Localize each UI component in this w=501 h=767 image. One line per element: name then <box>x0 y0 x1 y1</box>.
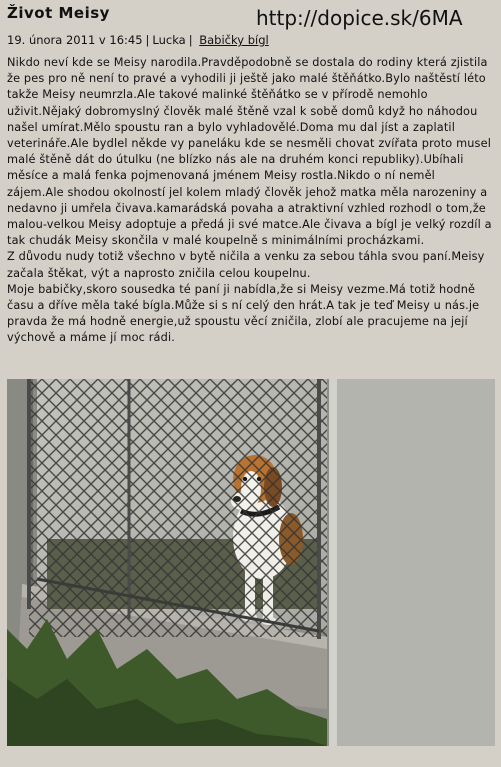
dog-photo <box>7 379 495 746</box>
category-link[interactable]: Babičky bígl <box>199 33 269 47</box>
post-author: Lucka <box>152 33 186 47</box>
article-body <box>7 55 495 347</box>
meta-separator: | <box>188 33 193 47</box>
post-meta <box>7 33 269 47</box>
post-header <box>0 0 501 52</box>
url-watermark: http://dopice.sk/6MA <box>256 6 463 30</box>
article-paragraph: Moje babičky,skoro sousedka té paní ji nabídla,že si Meisy vezme.Má totiž hodně času a dříve měla také bígla.Může si s ní celý den hrát.A tak je teď Meisy u nás.je pravda že má hodně energie,už spoustu věcí zničila, zlobí ale pracujeme na její výchově a máme jí moc rádi. <box>7 282 480 345</box>
concrete-pillar <box>329 379 495 746</box>
article-paragraph: Nikdo neví kde se Meisy narodila.Pravděpodobně se dostala do rodiny která zjistila že pes pro ně není to pravé a vyhodili ji ještě jako malé štěňátko.Bylo naštěstí léto takže Meisy neumrzla.Ale takové malinké štěňátko se v přírodě nemohlo uživit.Nějaký dobromyslný člověk malé štěně vzal k sobě domů když ho náhodou našel umírat.Mělo spoustu ran a bylo vyhladovělé.Doma mu dal jíst a zaplatil veterináře.Ale bydlel někde vy paneláku kde se nesměli chovat zvířata proto musel malé štěně dát do útulku (ne blízko nás ale na druhém konci republiky).Ubíhali měsíce a malá fenka pojmenovaná jménem Meisy rostla.Nikdo o ní neměl zájem.Ale shodou okolností jel kolem mladý člověk jehož matka měla narozeniny a nedavno ji umřela čivava.kamarádská povaha a atraktivní vzhled rozhodl o tom,že malou-velkou Meisy adoptuje a předá ji své matce.Ale čivava a bígl je velký rozdíl a tak chudák Meisy skončila v malé koupelně s minimálními procházkami. <box>7 56 492 248</box>
meta-separator: | <box>145 33 150 47</box>
post-date: 19. února 2011 v 16:45 <box>7 33 143 47</box>
dog-photo-illustration <box>7 379 495 746</box>
post-title: Život Meisy <box>7 4 110 22</box>
article-paragraph: Z důvodu nudy totiž všechno v bytě ničila a venku za sebou táhla svou paní.Meisy začala štěkat, výt a naprosto zničila celou koupelnu. <box>7 250 485 280</box>
chain-link-fence <box>29 379 327 637</box>
